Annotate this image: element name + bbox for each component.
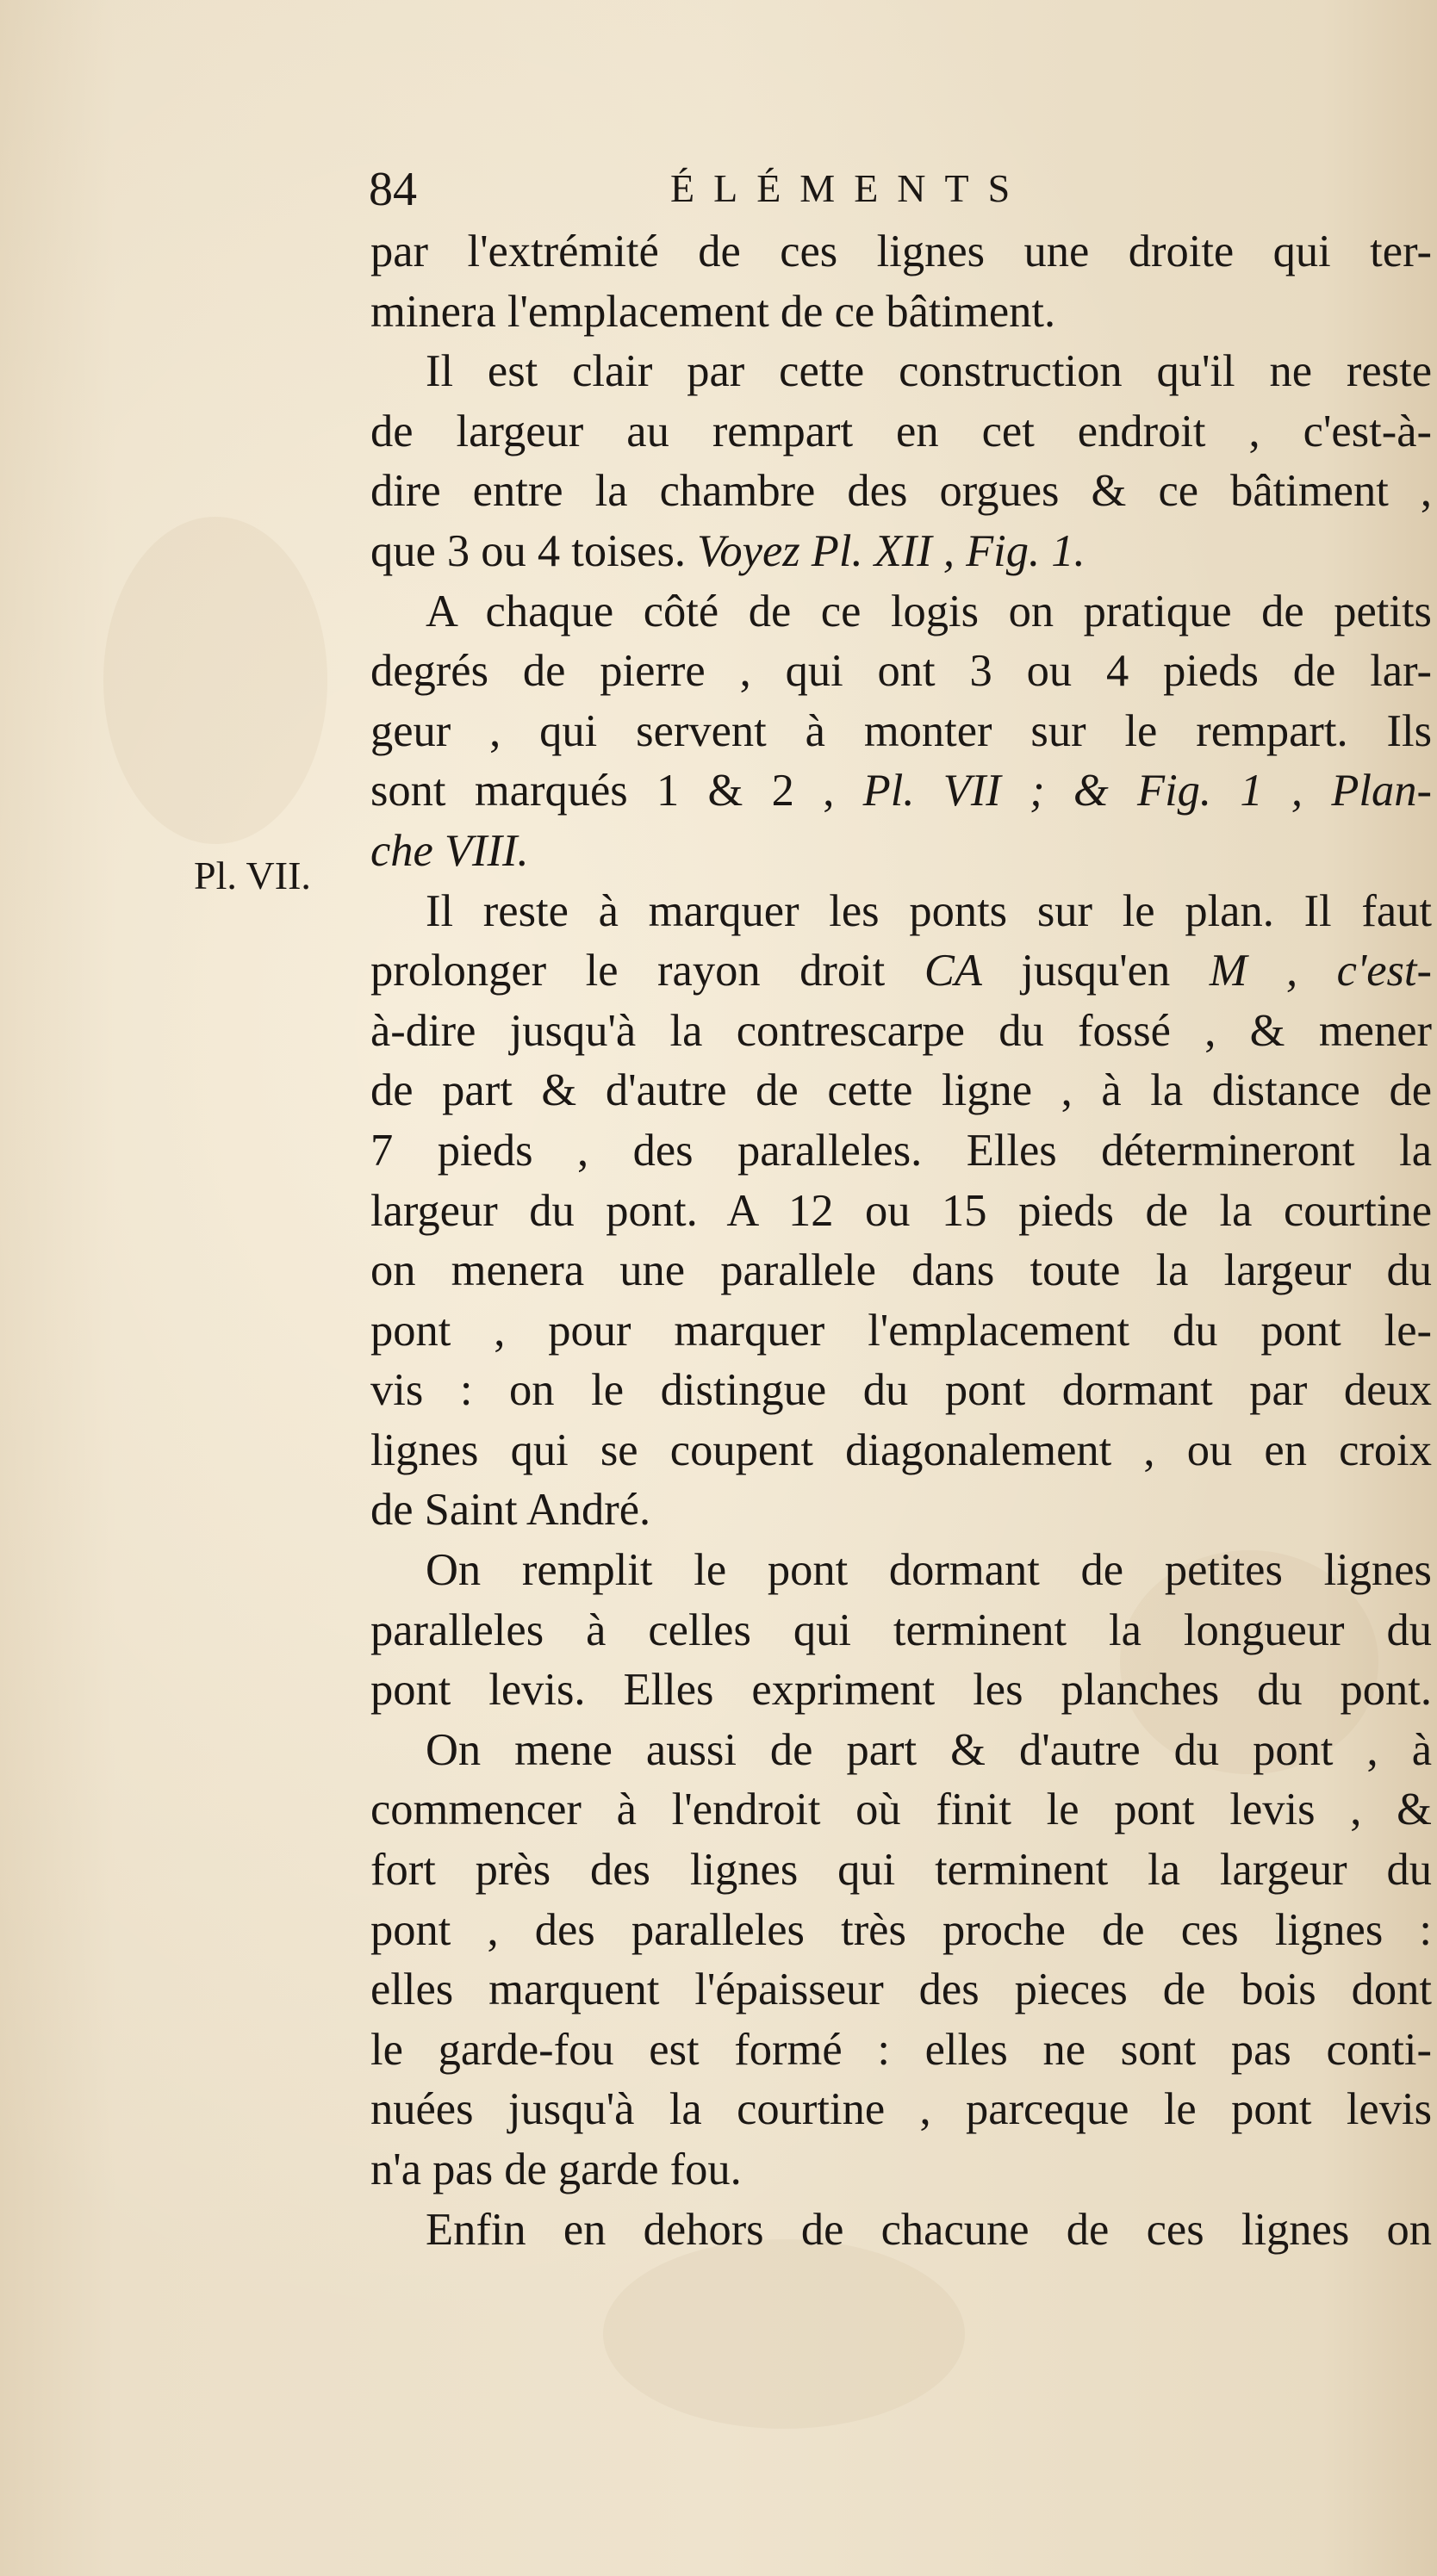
label-m: M , c'est- [1209,946,1432,996]
text-line: On remplit le pont dormant de petites lignes [426,1545,1432,1596]
text-line: Il est clair par cette construction qu'il ne reste [426,346,1432,397]
text-line: minera l'emplacement de ce bâtiment. [370,286,1056,337]
text-line [370,822,1432,882]
text-line: geur , qui servent à monter sur le rempart. Ils [370,705,1432,756]
text-fragment: prolonger le rayon droit [370,946,886,996]
paper-stain [603,2239,965,2429]
text-line [370,941,1432,1002]
margin-note: Pl. VII. [194,853,311,897]
text-line: Il reste à marquer les ponts sur le plan. Il faut [426,885,1432,936]
text-line: nuées jusqu'à la courtine , parceque le pont levis [370,2084,1432,2135]
text-line: par l'extrémité de ces lignes une droite qui ter- [370,227,1432,276]
text-line: lignes qui se coupent diagonalement , ou en croix [370,1425,1432,1475]
label-ca: CA [924,946,982,996]
text-line: à-dire jusqu'à la contrescarpe du fossé , & mener [370,1005,1432,1056]
text-fragment: que 3 ou 4 toises. [370,525,687,576]
page-number: 84 [369,163,417,216]
text-line: dire entre la chambre des orgues & ce bâtiment , [370,466,1432,517]
text-line: largeur du pont. A 12 ou 15 pieds de la courtine [370,1185,1432,1236]
text-line [370,522,1432,582]
text-line [370,761,1432,822]
text-line: vis : on le distingue du pont dormant par deux [370,1365,1432,1416]
text-line: fort près des lignes qui terminent la largeur du [370,1845,1432,1896]
page-header [369,162,1282,222]
text-line: 7 pieds , des paralleles. Elles détermineront la [370,1125,1432,1176]
cross-reference: Voyez Pl. XII , Fig. 1. [697,525,1086,576]
text-line: degrés de pierre , qui ont 3 ou 4 pieds de lar- [370,646,1432,697]
text-line: de Saint André. [370,1485,651,1536]
text-line: de part & d'autre de cette ligne , à la distance de [370,1065,1432,1116]
text-line: on menera une parallele dans toute la largeur du [370,1245,1432,1296]
cross-reference: che VIII. [370,825,529,876]
text-line: n'a pas de garde fou. [370,2145,742,2194]
text-line: pont , pour marquer l'emplacement du pont le- [370,1305,1432,1356]
text-line: Enfin en dehors de chacune de ces lignes on [426,2204,1432,2255]
text-line: elles marquent l'épaisseur des pieces de bois dont [370,1965,1432,2015]
text-line: le garde-fou est formé : elles ne sont pas conti- [370,2024,1432,2075]
text-line: commencer à l'endroit où finit le pont levis , & [370,1785,1432,1835]
paper-stain [103,517,327,844]
text-line: A chaque côté de ce logis on pratique de petits [426,586,1432,636]
text-line: pont , des paralleles très proche de ces lignes : [370,1904,1432,1955]
running-title: ÉLÉMENTS [670,166,1030,210]
text-line: pont levis. Elles expriment les planches du pont. [370,1665,1432,1716]
text-line: de largeur au rempart en cet endroit , c'est-à- [370,406,1432,456]
cross-reference: Pl. VII ; & Fig. 1 , Plan- [862,766,1432,816]
text-line: On mene aussi de part & d'autre du pont , à [426,1724,1432,1775]
body-text [370,222,1432,2260]
text-fragment: sont marqués 1 & 2 , [370,766,835,816]
text-line: paralleles à celles qui terminent la longueur du [370,1605,1432,1655]
text-fragment: jusqu'en [981,946,1210,996]
